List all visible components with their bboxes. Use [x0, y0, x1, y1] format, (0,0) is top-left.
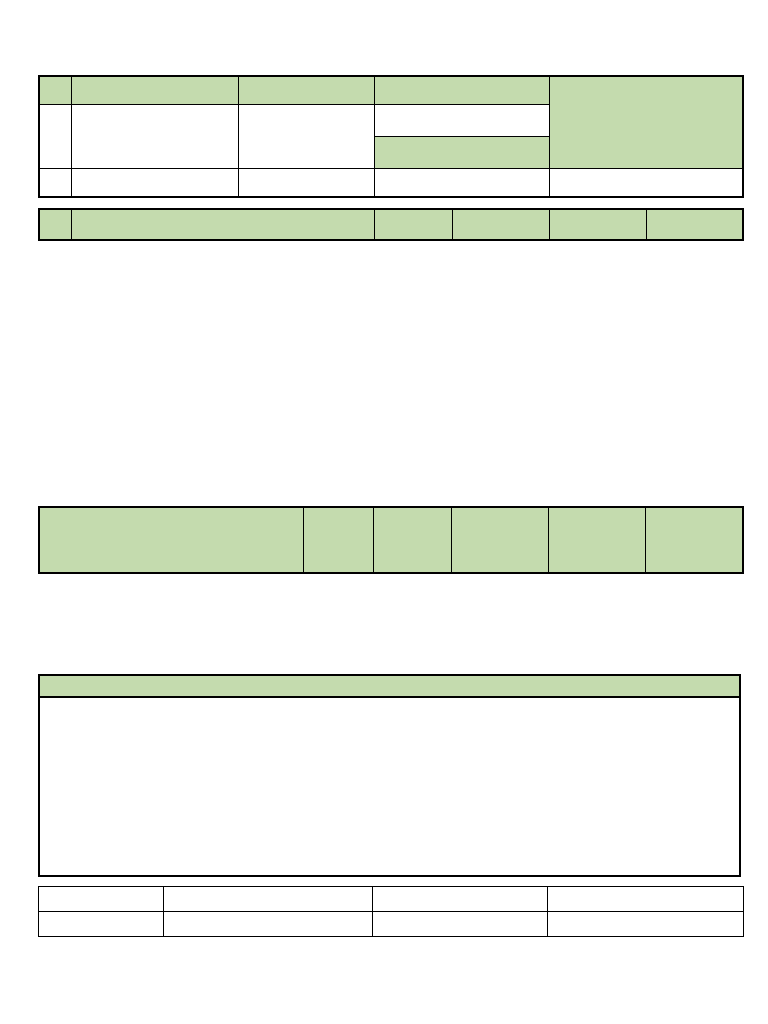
current-year-header: [549, 209, 646, 240]
brief-summary-heading: [38, 674, 741, 698]
signoff-table: [38, 886, 744, 937]
sn-header: [39, 209, 71, 240]
code-header: [374, 209, 452, 240]
row-description: [71, 104, 238, 168]
project-manager-label: [373, 887, 548, 912]
current-month-header: [238, 76, 374, 104]
row-sn: [39, 104, 71, 168]
row-sn: [39, 168, 71, 197]
hse-signature-field[interactable]: [164, 912, 373, 937]
hse-signature-label: [39, 912, 164, 937]
man-days-cumulative-cell[interactable]: [374, 104, 549, 136]
hse-manager-label: [39, 887, 164, 912]
total-man-hours-header: [451, 507, 548, 573]
summary-table: [38, 75, 744, 198]
cumulative-man-hours-header: [645, 507, 743, 573]
current-month-header: [452, 209, 549, 240]
calculation-header: [39, 507, 303, 573]
man-days-current-month-cell[interactable]: [238, 104, 374, 168]
man-hours-cumulative-cell[interactable]: [374, 168, 549, 197]
sn-header: [39, 76, 71, 104]
brief-summary-box: [38, 697, 741, 877]
description-header: [71, 76, 238, 104]
activity-header: [71, 209, 374, 240]
hse-manager-field[interactable]: [164, 887, 373, 912]
pm-signature-field[interactable]: [548, 912, 744, 937]
man-hours-current-month-cell[interactable]: [238, 168, 374, 197]
cumulative-man-hours-header: [374, 136, 549, 168]
cumulative-header: [646, 209, 743, 240]
man-hours-since-lwc-cell[interactable]: [549, 168, 743, 197]
row-description: [71, 168, 238, 197]
cumulative-events-header: [548, 507, 645, 573]
project-manager-field[interactable]: [548, 887, 744, 912]
activities-table: [38, 208, 744, 241]
cumulative-total-header: [374, 76, 549, 104]
total-since-lwc-header: [549, 76, 743, 168]
events-conducted-header: [373, 507, 451, 573]
calculation-table: [38, 506, 744, 574]
pm-signature-label: [373, 912, 548, 937]
code-header: [303, 507, 373, 573]
